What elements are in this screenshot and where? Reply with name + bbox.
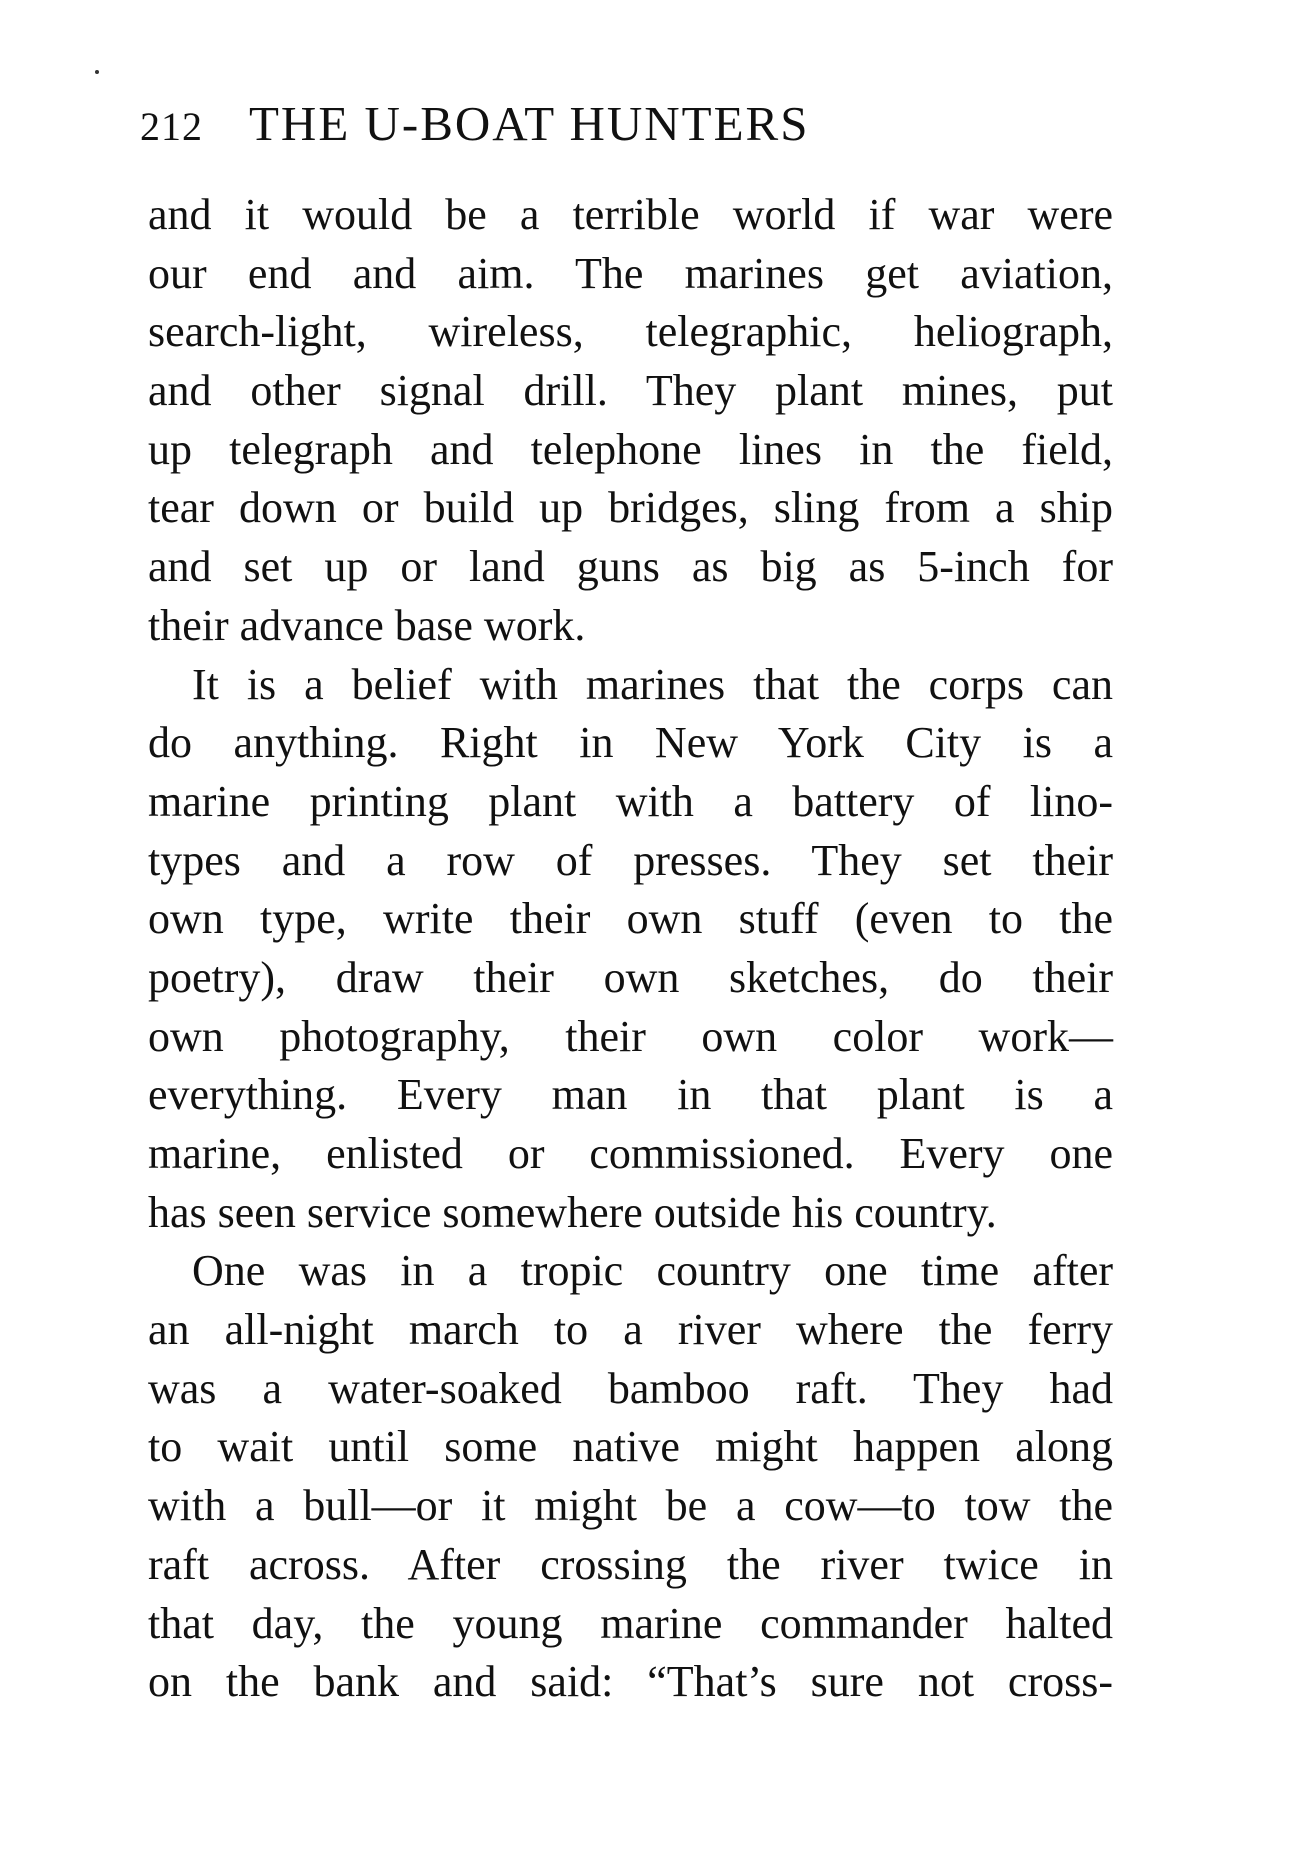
text-line: marine printing plant with a battery of lino- [148,776,1113,826]
paragraph-first-line: One was in a tropic country one time after [192,1246,1113,1296]
text-line: tear down or build up bridges, sling from a ship [148,483,1113,533]
text-line: their advance base work. [148,600,586,650]
text-line: marine, enlisted or commissioned. Every one [148,1129,1113,1178]
text-line: everything. Every man in that plant is a [148,1070,1113,1120]
text-line: that day, the young marine commander halted [148,1598,1113,1648]
text-line: was a water-soaked bamboo raft. They had [148,1363,1113,1413]
text-line: do anything. Right in New York City is a [148,718,1113,768]
text-line: has seen service somewhere outside his country. [148,1187,997,1237]
text-line: with a bull—or it might be a cow—to tow the [148,1481,1113,1531]
running-head [140,92,1120,156]
text-line: poetry), draw their own sketches, do their [148,952,1113,1002]
text-line: an all-night march to a river where the ferry [148,1305,1113,1355]
text-line: and other signal drill. They plant mines, put [148,366,1113,416]
text-line: types and a row of presses. They set their [148,835,1113,885]
text-line: and set up or land guns as big as 5-inch for [148,542,1113,592]
body-text [148,186,1113,1712]
text-line: and it would be a terrible world if war were [148,190,1113,239]
page-number: 212 [140,104,203,149]
text-line: search-light, wireless, telegraphic, heliograph, [148,307,1113,357]
book-title: THE U-BOAT HUNTERS [249,96,810,151]
text-line: up telegraph and telephone lines in the field, [148,424,1113,474]
text-line: our end and aim. The marines get aviation, [148,248,1113,298]
text-line: to wait until some native might happen along [148,1422,1113,1472]
paragraph-first-line: It is a belief with marines that the corps can [192,659,1113,709]
text-line: raft across. After crossing the river twice in [148,1539,1113,1589]
text-line: own type, write their own stuff (even to the [148,894,1113,944]
text-line: on the bank and said: “That’s sure not cross- [148,1657,1113,1707]
ink-speck [95,70,99,74]
text-line: own photography, their own color work— [148,1011,1113,1061]
